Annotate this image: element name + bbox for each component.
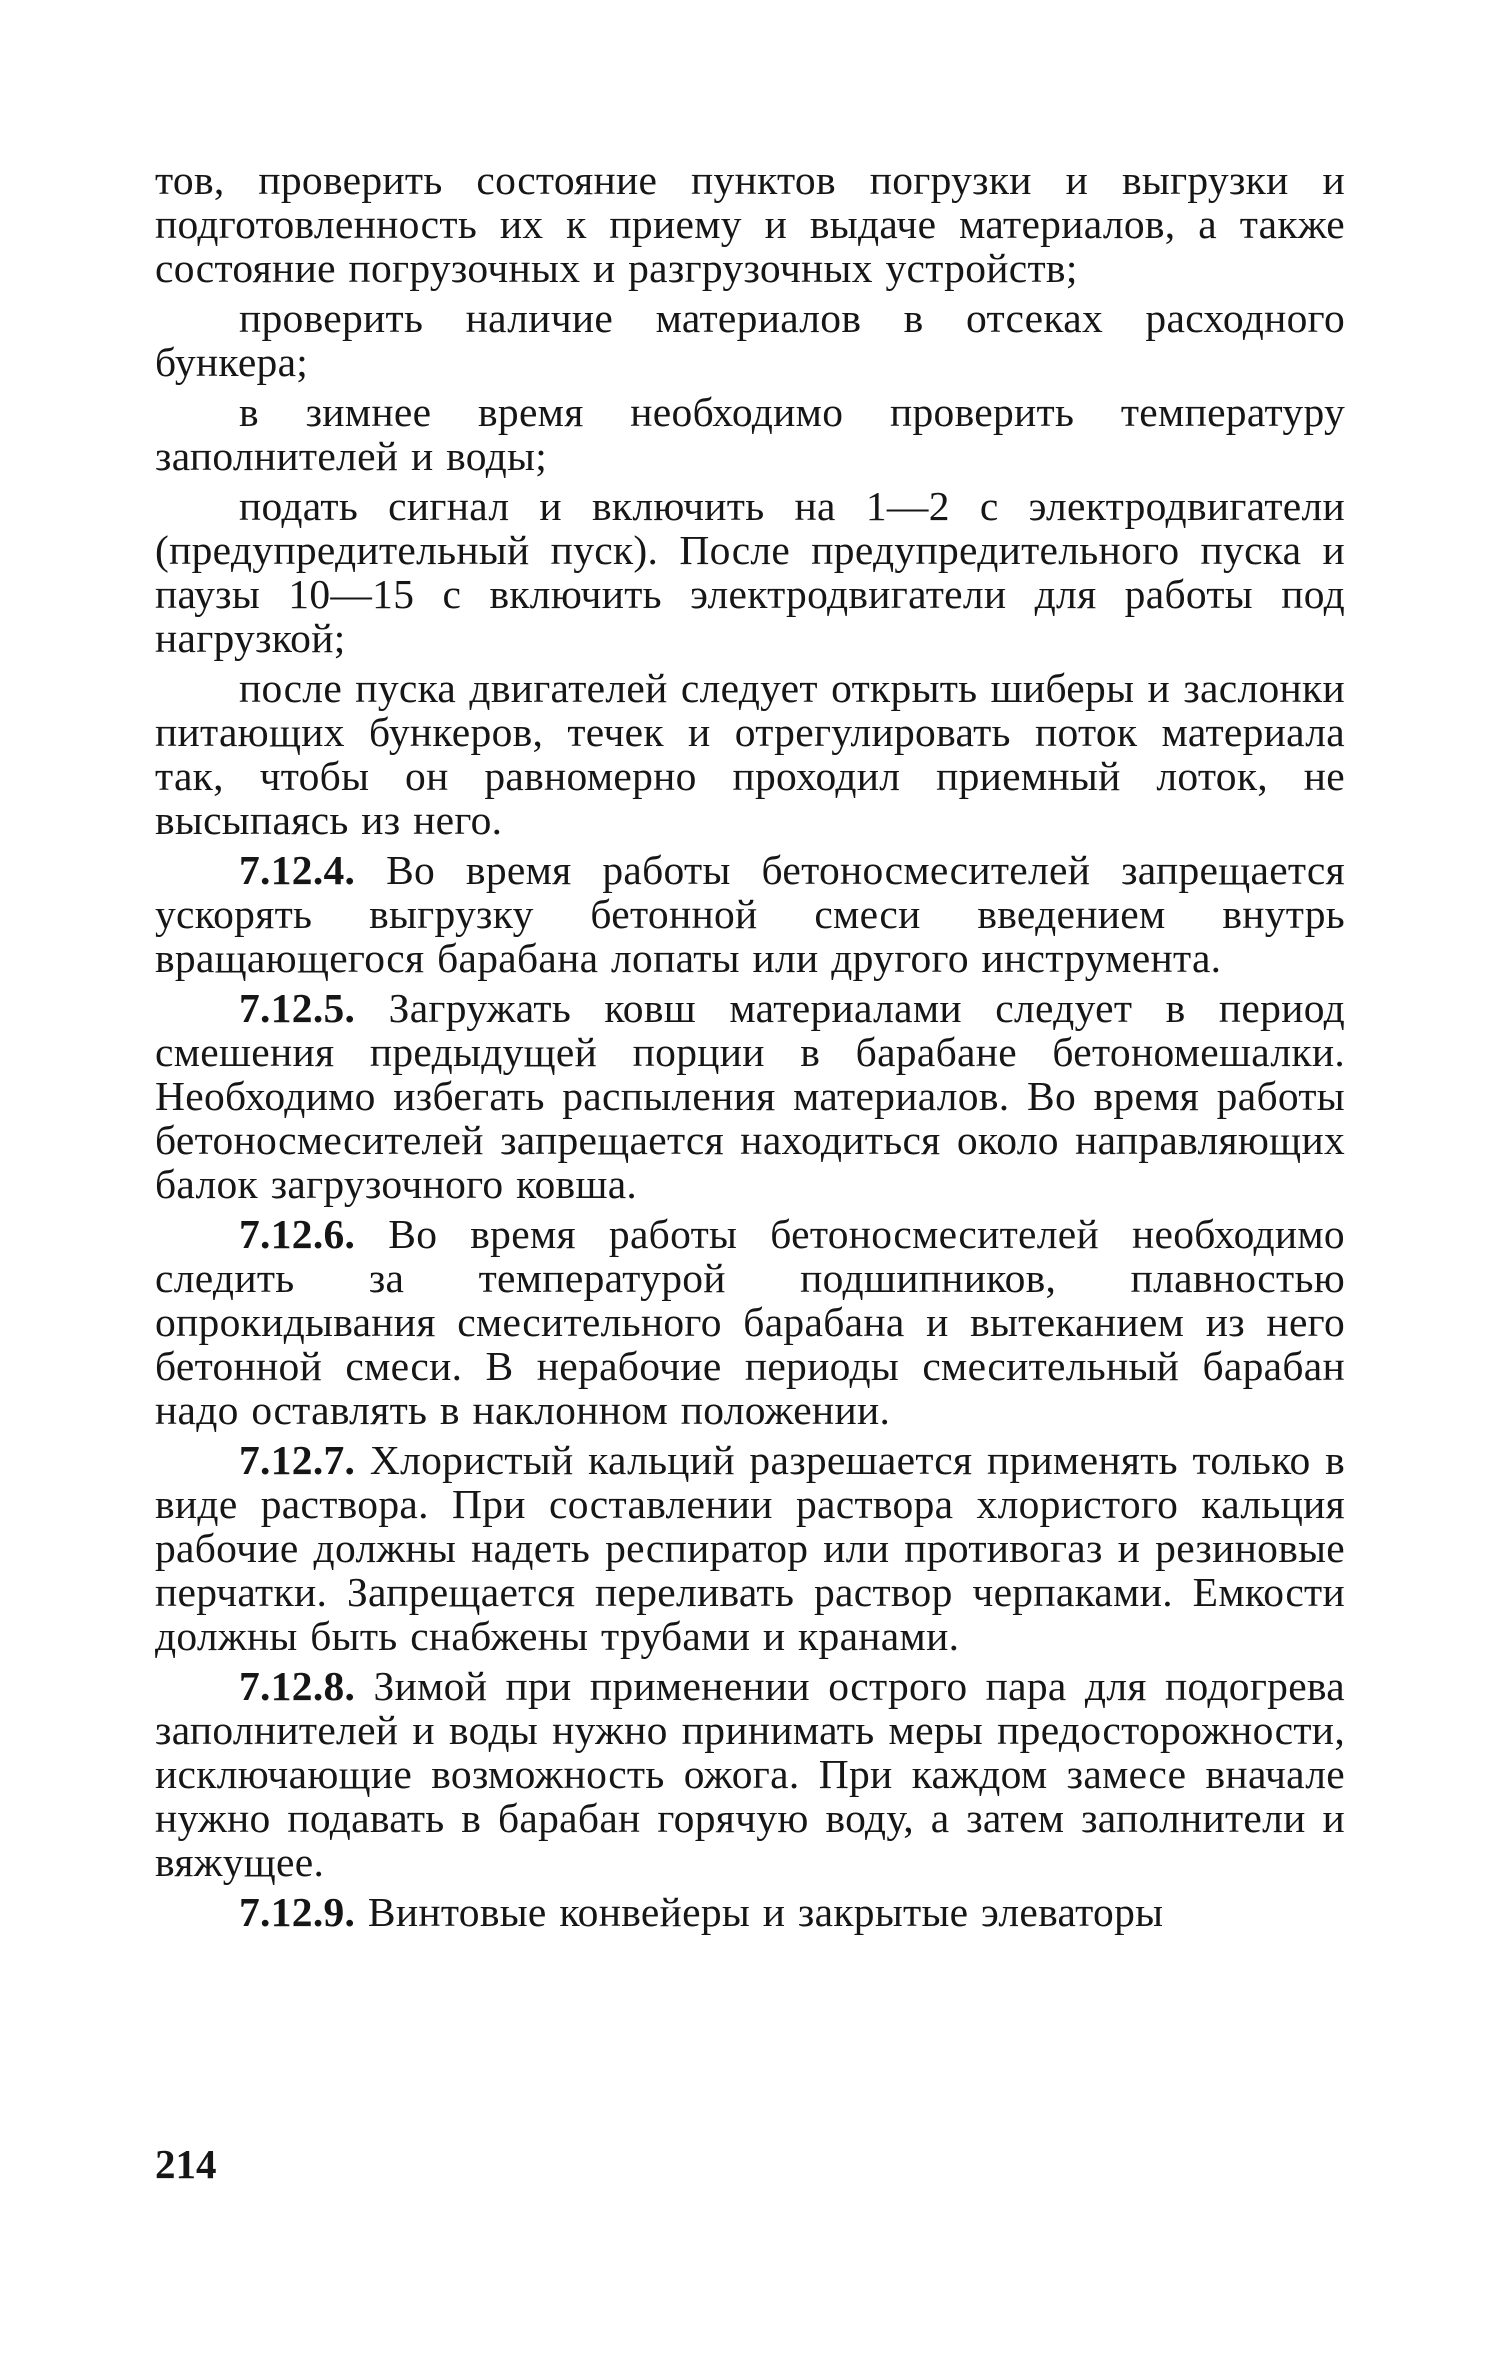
clause-number: 7.12.6. bbox=[239, 1211, 356, 1257]
clause-text: Во время работы бетоносмесителей запрещается ускорять выгрузку бетонной смеси введением внутрь вращающегося барабана лопаты или другого инструмента. bbox=[155, 847, 1345, 981]
paragraph-open-gates bbox=[155, 666, 1345, 842]
paragraph-text: в зимнее время необходимо проверить температуру заполнителей и воды; bbox=[155, 389, 1345, 479]
page-body bbox=[155, 158, 1345, 1940]
clause-number: 7.12.9. bbox=[239, 1889, 356, 1935]
clause-7-12-8 bbox=[155, 1664, 1345, 1884]
clause-number: 7.12.7. bbox=[239, 1437, 356, 1483]
clause-7-12-4 bbox=[155, 848, 1345, 980]
paragraph-text: подать сигнал и включить на 1—2 с электродвигатели (предупредительный пуск). После предупредительного пуска и паузы 10—15 с включить электродвигатели для работы под нагрузкой; bbox=[155, 483, 1345, 661]
clause-7-12-7 bbox=[155, 1438, 1345, 1658]
paragraph-text: тов, проверить состояние пунктов погрузки и выгрузки и подготовленность их к приему и выдаче материалов, а также состояние погрузочных и разгрузочных устройств; bbox=[155, 157, 1345, 291]
clause-7-12-6 bbox=[155, 1212, 1345, 1432]
paragraph-text: после пуска двигателей следует открыть шиберы и заслонки питающих бункеров, течек и отрегулировать поток материала так, чтобы он равномерно проходил приемный лоток, не высыпаясь из него. bbox=[155, 665, 1345, 843]
clause-text: Хлористый кальций разрешается применять только в виде раствора. При составлении раствора хлористого кальция рабочие должны надеть респиратор или противогаз и резиновые перчатки. Запрещается переливать раствор черпаками. Емкости должны быть снабжены трубами и кранами. bbox=[155, 1437, 1345, 1659]
page-number: 214 bbox=[155, 2141, 217, 2187]
clause-text: Во время работы бетоносмесителей необходимо следить за температурой подшипников, плавностью опрокидывания смесительного барабана и вытеканием из него бетонной смеси. В нерабочие периоды смесительный барабан надо оставлять в наклонном положении. bbox=[155, 1211, 1345, 1433]
clause-number: 7.12.5. bbox=[239, 985, 356, 1031]
clause-number: 7.12.8. bbox=[239, 1663, 356, 1709]
paragraph-text: проверить наличие материалов в отсеках расходного бункера; bbox=[155, 295, 1345, 385]
paragraph-check-materials bbox=[155, 296, 1345, 384]
paragraph-signal-start bbox=[155, 484, 1345, 660]
clause-text: Загружать ковш материалами следует в период смешения предыдущей порции в барабане бетономешалки. Необходимо избегать распыления материалов. Во время работы бетоносмесителей запрещается находиться около направляющих балок загрузочного ковша. bbox=[155, 985, 1345, 1207]
clause-text: Зимой при применении острого пара для подогрева заполнителей и воды нужно принимать меры предосторожности, исключающие возможность ожога. При каждом замесе вначале нужно подавать в барабан горячую воду, а затем заполнители и вяжущее. bbox=[155, 1663, 1345, 1885]
clause-text: Винтовые конвейеры и закрытые элеваторы bbox=[367, 1889, 1164, 1935]
paragraph-winter-temperature bbox=[155, 390, 1345, 478]
paragraph-continuation bbox=[155, 158, 1345, 290]
clause-7-12-9 bbox=[155, 1890, 1345, 1934]
clause-number: 7.12.4. bbox=[239, 847, 356, 893]
clause-7-12-5 bbox=[155, 986, 1345, 1206]
